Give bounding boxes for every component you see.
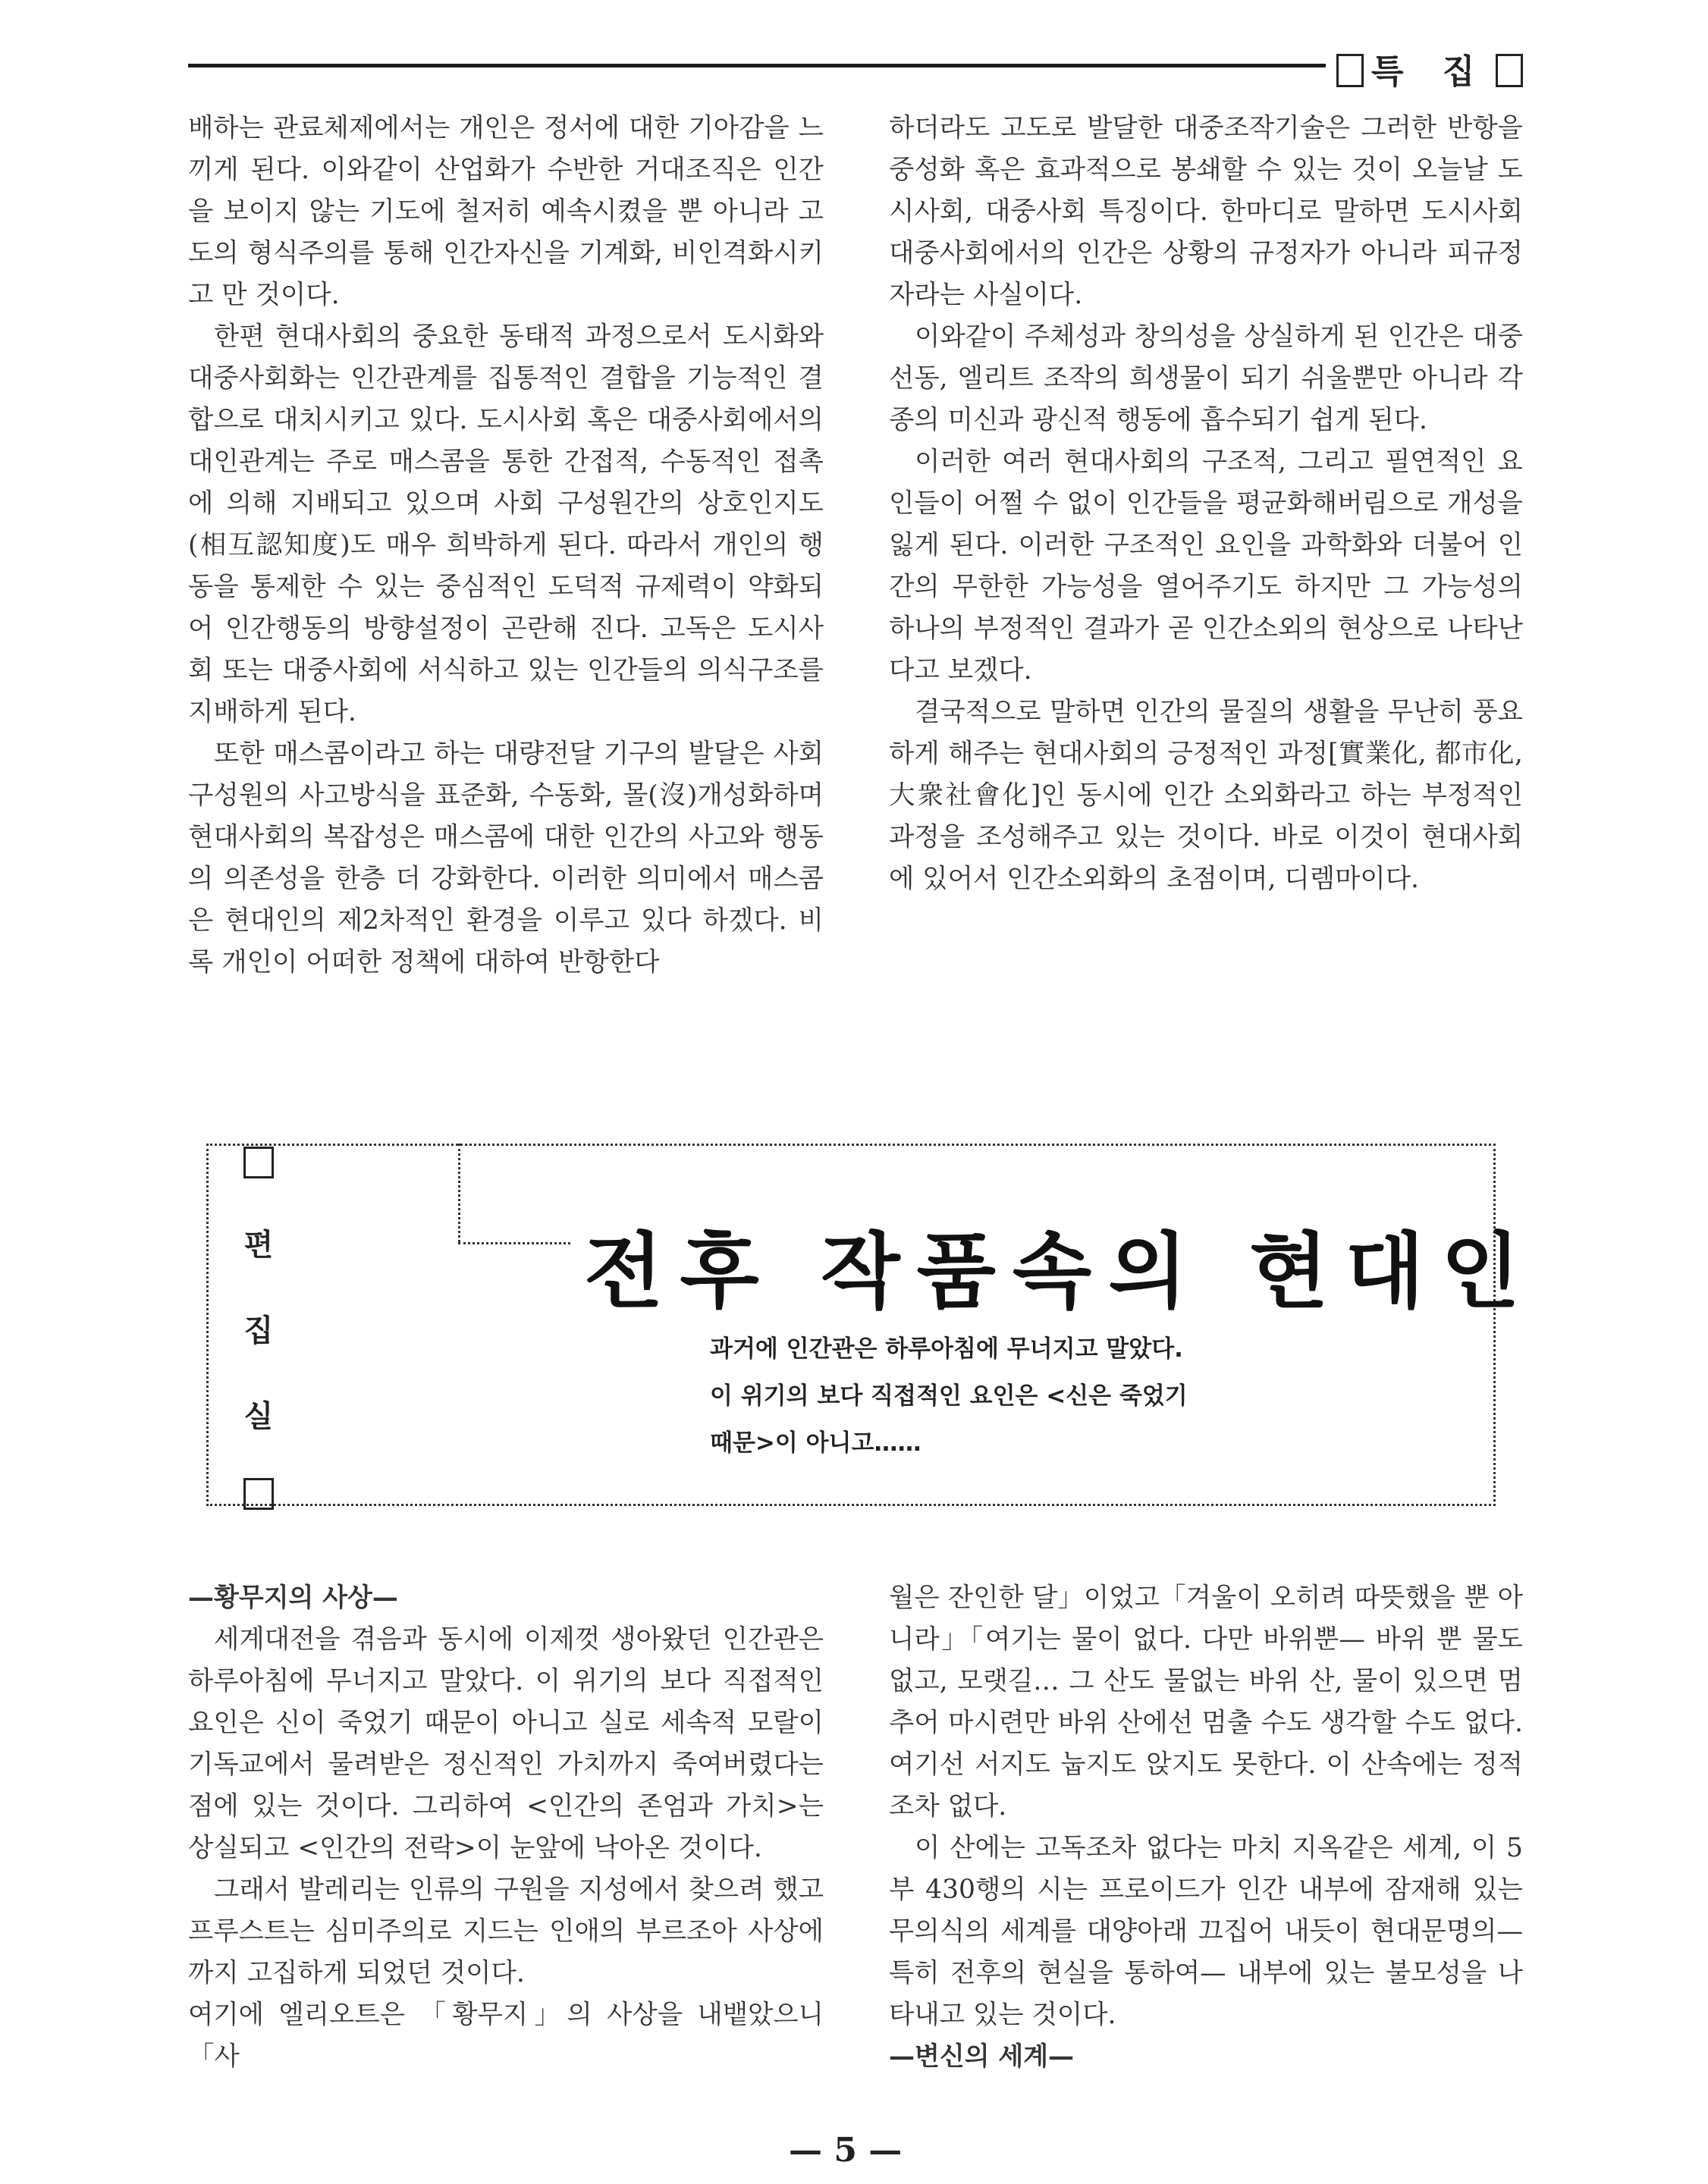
paragraph: 배하는 관료체제에서는 개인은 정서에 대한 기아감을 느끼게 된다. 이와같이 산업화가 수반한 거대조직은 인간을 보이지 않는 기도에 철저히 예속시켰을 뿐 아니라 고도의 형식주의를 통해 인간자신을 기계화, 비인격화시키고 만 것이다. bbox=[188, 113, 824, 310]
subheading: —변신의 세계— bbox=[889, 2041, 1075, 2072]
editor-room-label bbox=[240, 1147, 278, 1510]
label-box-left bbox=[1336, 54, 1364, 87]
paragraph: 월은 잔인한 달」이었고「겨울이 오히려 따뜻했을 뿐 아니라」「여기는 물이 없다. 다만 바위뿐— 바위 뿐 물도 없고, 모랫길… 그 산도 물없는 바위 산, 물이 있으면 멈추어 마시련만 바위 산에선 멈출 수도 생각할 수도 없다. 여기선 서지도 눕지도 앉지도 못한다. 이 산속에는 정적조차 없다. bbox=[889, 1583, 1523, 1822]
bottom-left-column bbox=[188, 1577, 824, 2078]
paragraph: 한편 현대사회의 중요한 동태적 과정으로서 도시화와 대중사회화는 인간관계를 집통적인 결합을 기능적인 결합으로 대치시키고 있다. 도시사회 혹은 대중사회에서의 대인관계는 주로 매스콤을 통한 간접적, 수동적인 접촉에 의해 지배되고 있으며 사회 구성원간의 상호인지도(相互認知度)도 매우 희박하게 된다. 따라서 개인의 행동을 통제한 수 있는 중심적인 도덕적 규제력이 약화되어 인간행동의 방향설정이 곤란해 진다. 고독은 도시사회 또는 대중사회에 서식하고 있는 인간들의 의식구조를 지배하게 된다. bbox=[188, 322, 824, 727]
top-left-column bbox=[188, 108, 824, 984]
section-label bbox=[1329, 44, 1531, 93]
paragraph: 세계대전을 겪음과 동시에 이제껏 생아왔던 인간관은 하루아침에 무너지고 말았다. 이 위기의 보다 직접적인 요인은 신이 죽었기 때문이 아니고 실로 세속적 모랄이 기독교에서 물려받은 정신적인 가치까지 죽여버렸다는 점에 있는 것이다. 그리하여 <인간의 존엄과 가치>는 상실되고 <인간의 전락>이 눈앞에 낙아온 것이다. bbox=[188, 1624, 824, 1863]
title-box-divider bbox=[458, 1144, 460, 1242]
label-square-bottom bbox=[243, 1478, 274, 1510]
top-right-column bbox=[889, 108, 1523, 900]
label-char: 집 bbox=[243, 1313, 274, 1348]
title-box-leader bbox=[458, 1242, 570, 1244]
page-number: — 5 — bbox=[789, 2131, 903, 2170]
paragraph: 여기에 엘리오트은 「황무지」의 사상을 내뱉았으니 「사 bbox=[188, 2000, 824, 2072]
label-box-right bbox=[1496, 54, 1523, 87]
header-rule bbox=[188, 64, 1326, 67]
label-square-top bbox=[243, 1147, 274, 1178]
lede-line: 이 위기의 보다 직접적인 요인은 <신은 죽었기 bbox=[710, 1382, 1188, 1410]
paragraph: 그래서 발레리는 인류의 구원을 지성에서 찾으려 했고 프루스트는 심미주의로 지드는 인애의 부르조아 사상에 까지 고집하게 되었던 것이다. bbox=[188, 1875, 824, 1988]
label-char: 편 bbox=[243, 1228, 274, 1263]
lede-line: 때문>이 아니고…… bbox=[710, 1429, 922, 1457]
label-char: 실 bbox=[243, 1399, 274, 1434]
paragraph: 또한 매스콤이라고 하는 대량전달 기구의 발달은 사회구성원의 사고방식을 표준화, 수동화, 몰(沒)개성화하며 현대사회의 복잡성은 매스콤에 대한 인간의 사고와 행동의 의존성을 한층 더 강화한다. 이러한 의미에서 매스콤은 현대인의 제2차적인 환경을 이루고 있다 하겠다. 비록 개인이 어떠한 정책에 대하여 반항한다 bbox=[188, 739, 824, 977]
article-lede bbox=[710, 1326, 1317, 1467]
article-headline: 전후 작품속의 현대인 bbox=[584, 1224, 1537, 1320]
paragraph: 이러한 여러 현대사회의 구조적, 그리고 필연적인 요인들이 어쩔 수 없이 인간들을 평균화해버림으로 개성을 잃게 된다. 이러한 구조적인 요인을 과학화와 더불어 인간의 무한한 가능성을 열어주기도 하지만 그 가능성의 하나의 부정적인 결과가 곧 인간소외의 현상으로 나타난다고 보겠다. bbox=[889, 447, 1523, 686]
bottom-right-column bbox=[889, 1577, 1523, 2078]
section-title: 특 집 bbox=[1371, 52, 1489, 91]
paragraph: 하더라도 고도로 발달한 대중조작기술은 그러한 반항을 중성화 혹은 효과적으로 봉쇄할 수 있는 것이 오늘날 도시사회, 대중사회 특징이다. 한마디로 말하면 도시사회 대중사회에서의 인간은 상황의 규정자가 아니라 피규정자라는 사실이다. bbox=[889, 113, 1523, 310]
lede-line: 과거에 인간관은 하루아침에 무너지고 말았다. bbox=[710, 1335, 1183, 1363]
paragraph: 이 산에는 고독조차 없다는 마치 지옥같은 세계, 이 5부 430행의 시는 프로이드가 인간 내부에 잠재해 있는 무의식의 세계를 대양아래 끄집어 내듯이 현대문명의— 특히 전후의 현실을 통하여— 내부에 있는 불모성을 나타내고 있는 것이다. bbox=[889, 1833, 1523, 2030]
subheading: —황무지의 사상— bbox=[188, 1583, 398, 1613]
paragraph: 결국적으로 말하면 인간의 물질의 생활을 무난히 풍요하게 해주는 현대사회의 긍정적인 과정[實業化, 都市化, 大衆社會化]인 동시에 인간 소외화라고 하는 부정적인 과정을 조성해주고 있는 것이다. 바로 이것이 현대사회에 있어서 인간소외화의 초점이며, 디렘마이다. bbox=[889, 697, 1523, 894]
paragraph: 이와같이 주체성과 창의성을 상실하게 된 인간은 대중선동, 엘리트 조작의 희생물이 되기 쉬울뿐만 아니라 각종의 미신과 광신적 행동에 흡수되기 쉽게 된다. bbox=[889, 322, 1523, 435]
